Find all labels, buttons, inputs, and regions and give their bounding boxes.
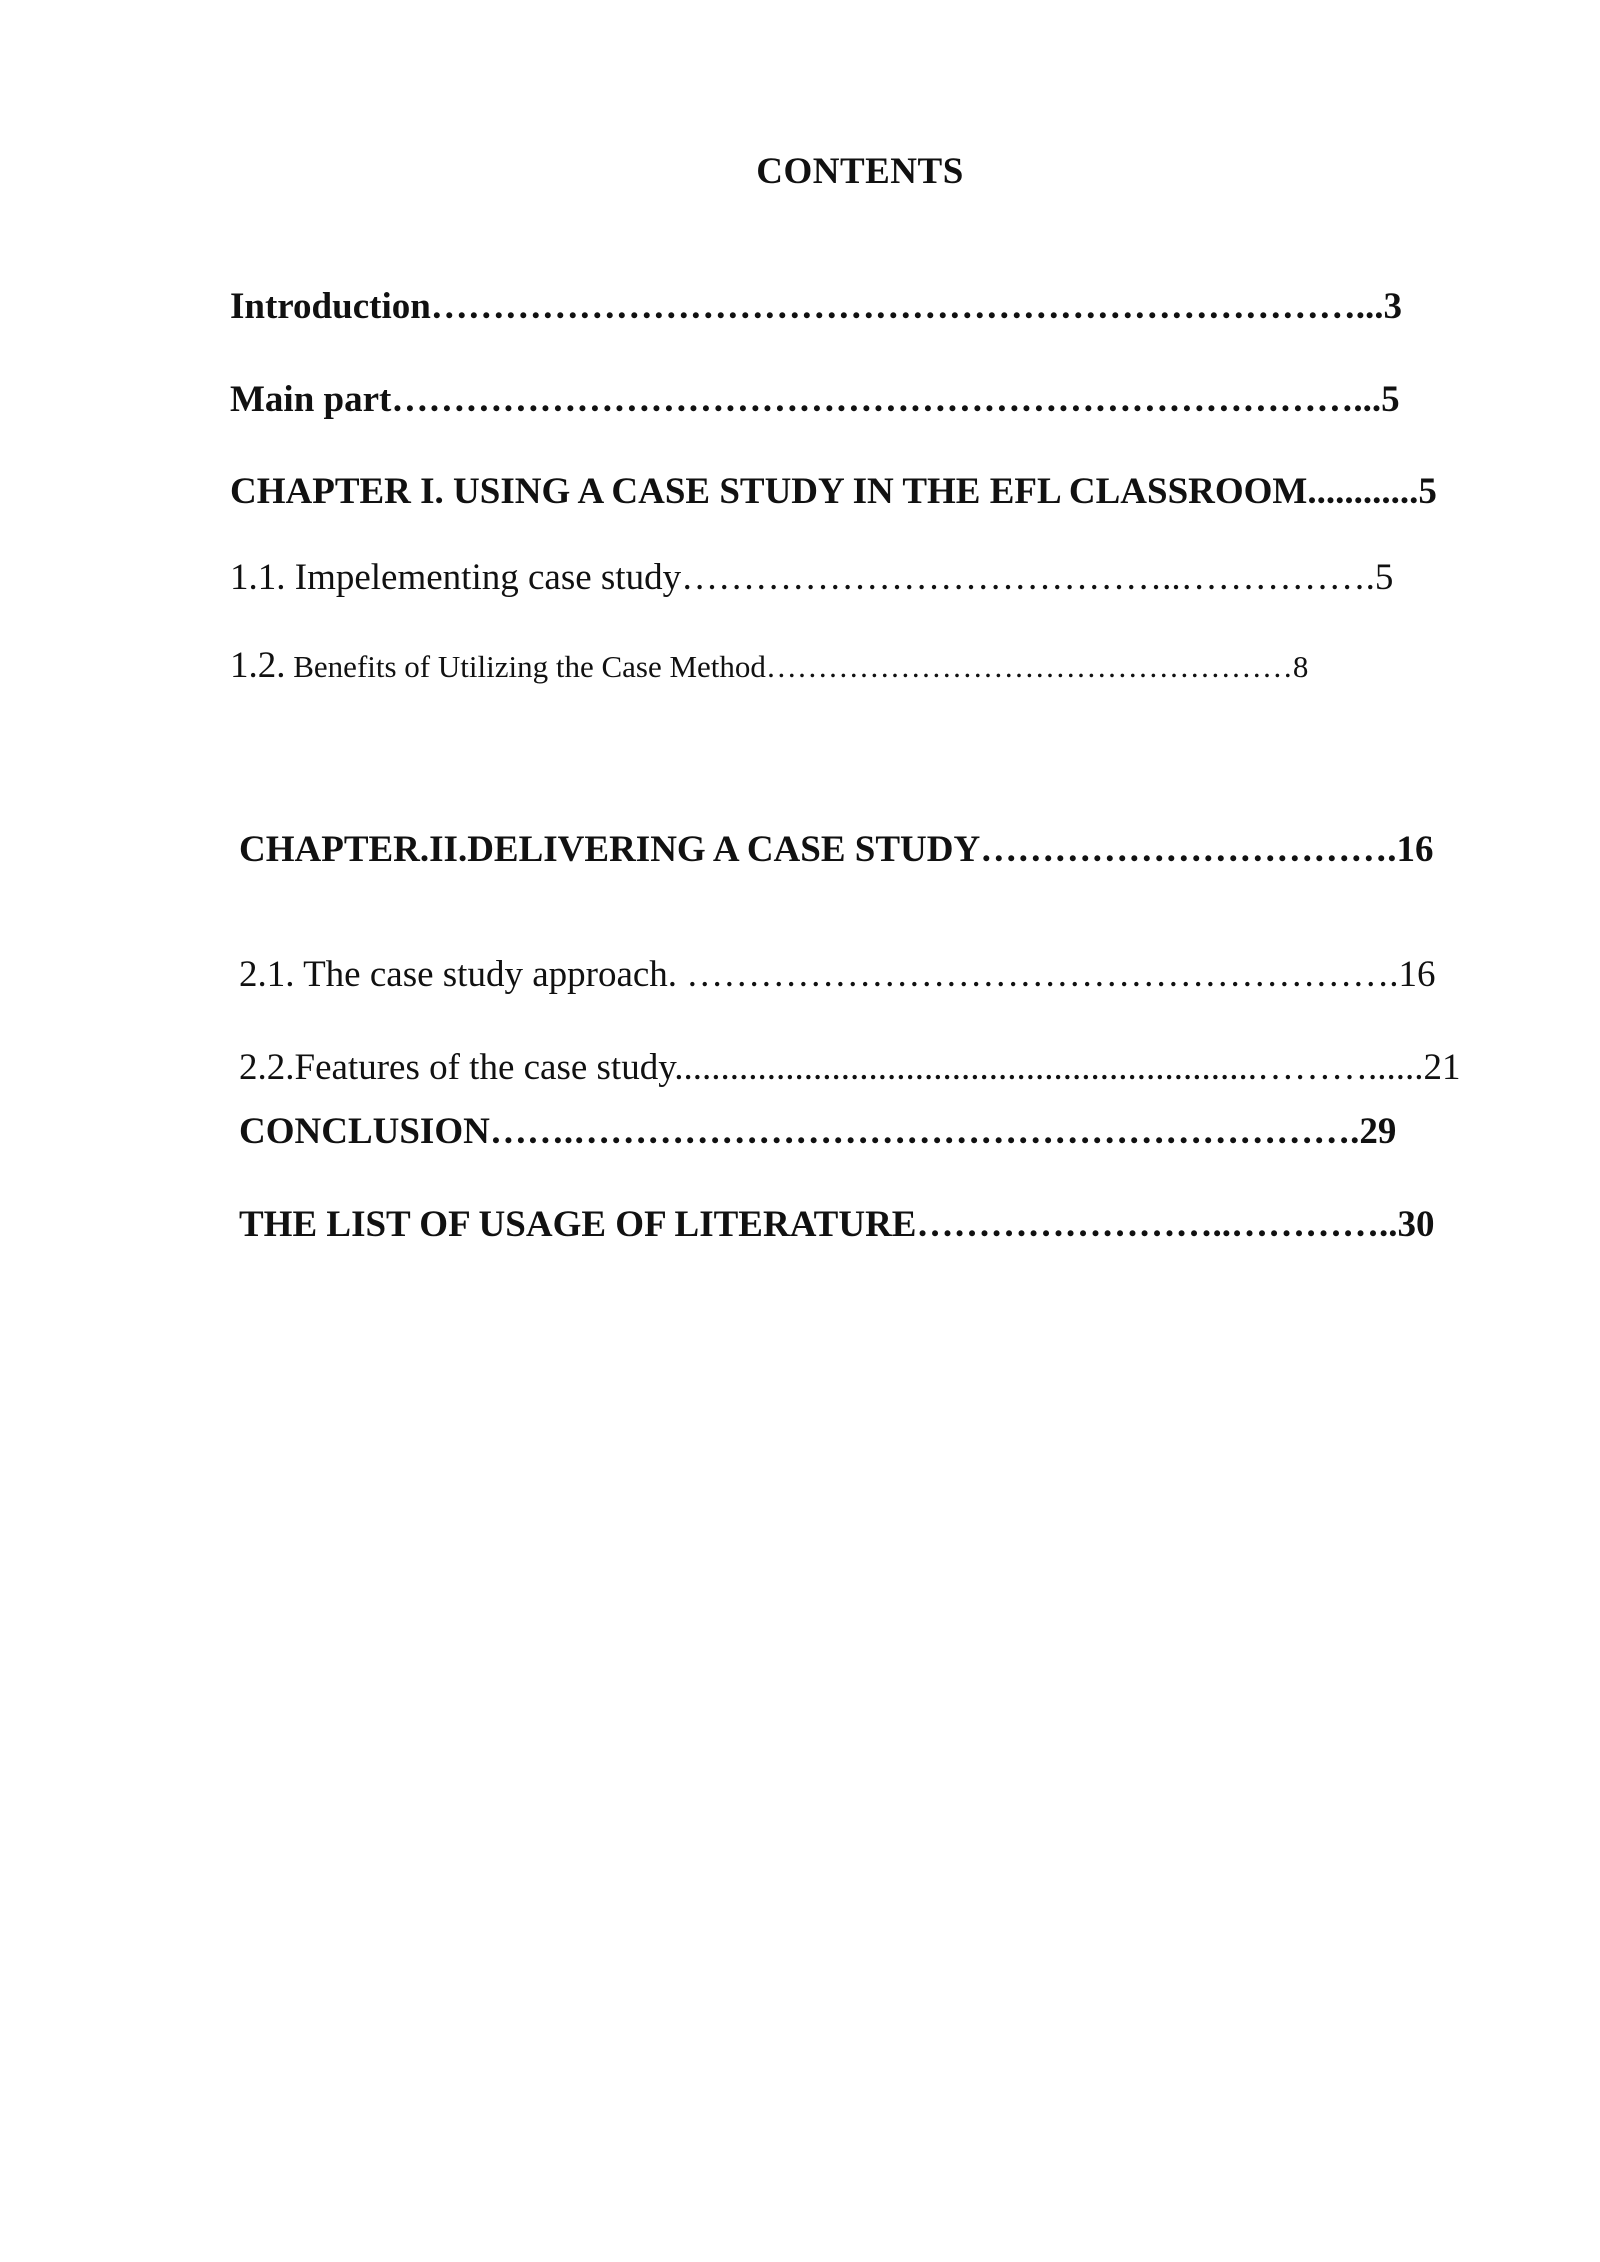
toc-entry-chapter-2: CHAPTER.II.DELIVERING A CASE STUDY…………………………….16 [239, 829, 1434, 870]
toc-entry-section-2-2: 2.2.Features of the case study...............................................................………......21 [239, 1047, 1461, 1088]
toc-entry-section-2-1: 2.1. The case study approach. ………………………………………………….16 [239, 954, 1436, 995]
toc-entry-introduction: Introduction…………………………………………………………………...3 [230, 286, 1403, 327]
toc-entry-literature: THE LIST OF USAGE OF LITERATURE……………………..…………..30 [239, 1204, 1435, 1245]
toc-entry-main-part: Main part……………………………………………………………………...5 [230, 379, 1400, 420]
toc-entry-section-1-1: 1.1. Impelementing case study…………………………………..…………….5 [230, 557, 1394, 598]
toc-entry-conclusion: CONCLUSION…….……………………………………………………….29 [239, 1111, 1397, 1152]
contents-title: CONTENTS [756, 151, 964, 192]
toc-entry-section-1-2 [230, 647, 1308, 684]
toc-entry-chapter-1: CHAPTER I. USING A CASE STUDY IN THE EFL CLASSROOM............5 [230, 471, 1437, 512]
section-1-2-number: 1.2. [230, 645, 286, 686]
section-1-2-text: Benefits of Utilizing the Case Method……………………………………………8 [285, 649, 1309, 684]
